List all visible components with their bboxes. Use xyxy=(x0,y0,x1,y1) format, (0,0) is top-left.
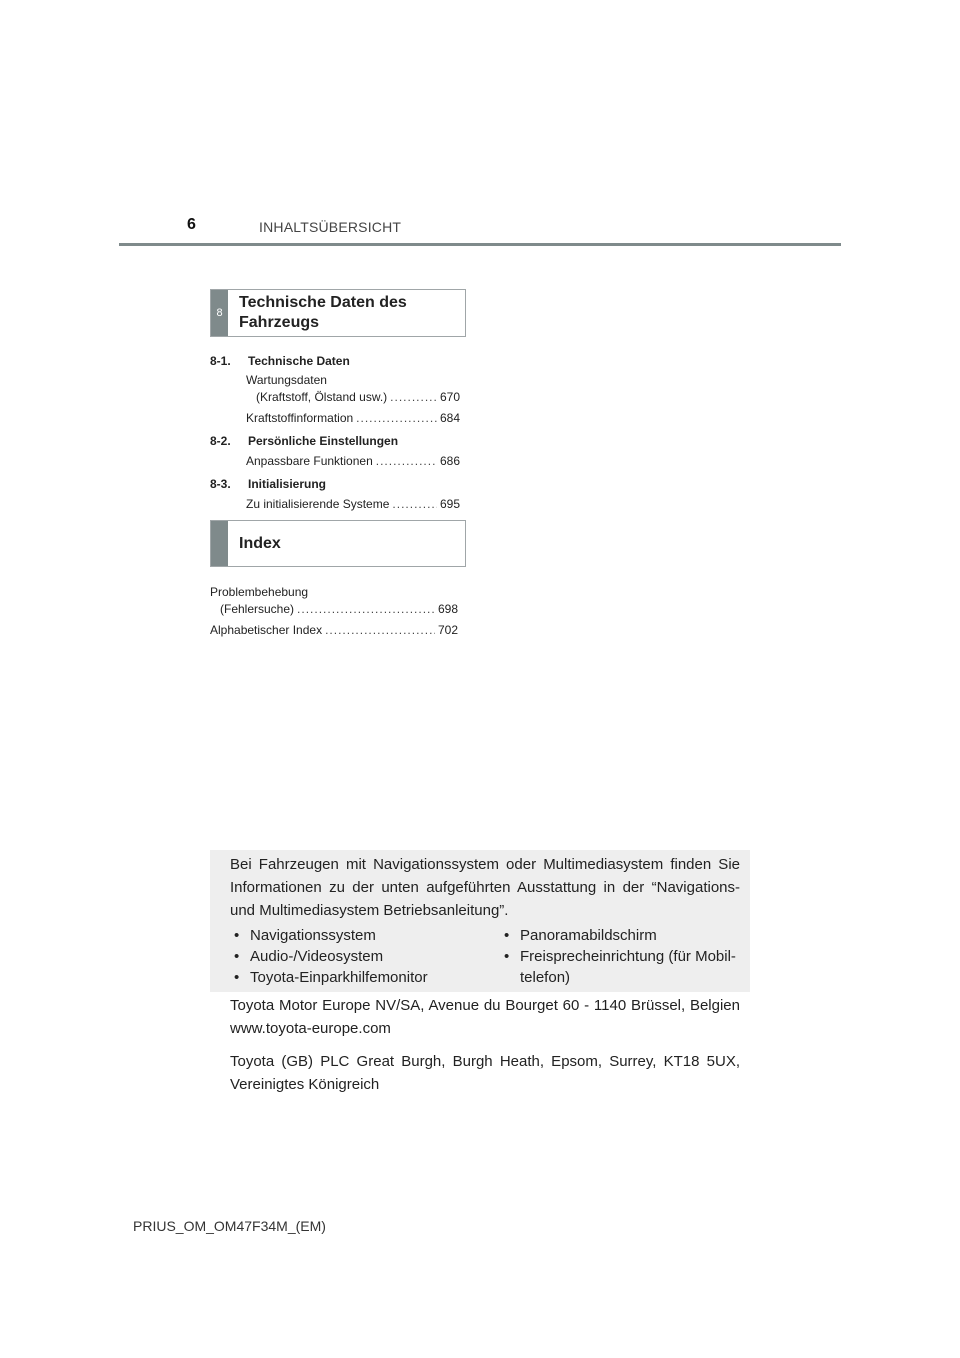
toc-entry-label: Problembehebung xyxy=(210,585,309,599)
index-toc xyxy=(210,584,458,639)
leader-dots xyxy=(325,622,435,639)
footer-document-code: PRIUS_OM_OM47F34M_(EM) xyxy=(133,1218,326,1234)
index-title: Index xyxy=(239,534,281,552)
section-tab-marker: 8 xyxy=(211,290,228,336)
bullet-item: • Panoramabildschirm xyxy=(504,925,742,946)
page-number: 6 xyxy=(187,216,196,233)
toc-page-number: 686 xyxy=(439,454,460,468)
toc-entry[interactable] xyxy=(210,584,458,618)
leader-dots xyxy=(376,453,437,470)
leader-dots xyxy=(392,496,437,513)
chapter-number: 8-3. xyxy=(210,477,231,491)
section-tab-marker xyxy=(211,521,228,566)
chapter-title: Technische Daten xyxy=(248,354,350,368)
toc-page-number: 670 xyxy=(439,390,460,404)
bullet-item: • Toyota-Einparkhilfemonitor xyxy=(234,967,484,988)
leader-dots xyxy=(390,389,437,406)
toc-entry[interactable] xyxy=(210,496,460,513)
header-divider xyxy=(119,243,841,246)
info-text: Bei Fahrzeugen mit Navigationssystem oder Multimediasystem finden Sie Informationen zu der unten aufgeführten Ausstattung in der “Navigations- und Multimediasystem Betriebsanleitung”. xyxy=(230,856,740,919)
bullet-item: • Navigationssystem xyxy=(234,925,484,946)
toc-page-number: 698 xyxy=(437,602,458,616)
toc-entry-label-cont: (Fehlersuche) xyxy=(220,602,295,616)
chapter-heading[interactable] xyxy=(210,352,460,370)
bullet-list-left xyxy=(234,925,484,988)
chapter-title: Initialisierung xyxy=(248,477,327,491)
section-8-heading[interactable] xyxy=(210,289,466,337)
chapter-title: Persönliche Einstellungen xyxy=(248,434,399,448)
bullet-item: • Freisprecheinrichtung (für Mobil-telefon) xyxy=(504,946,742,988)
chapter-heading[interactable] xyxy=(210,432,460,450)
toc-entry-label: Zu initialisierende Systeme xyxy=(246,497,390,511)
toc-entry-label: Anpassbare Funktionen xyxy=(246,454,373,468)
address-toyota-europe: Toyota Motor Europe NV/SA, Avenue du Bourget 60 - 1140 Brüssel, Belgien www.toyota-europe.com xyxy=(230,997,740,1037)
toc-entry[interactable] xyxy=(210,453,460,470)
toc-entry-label: Alphabetischer Index xyxy=(210,623,323,637)
toc-entry[interactable] xyxy=(210,410,460,427)
chapter-number: 8-2. xyxy=(210,434,231,448)
toc-entry-label: Wartungsdaten xyxy=(246,373,327,387)
info-box xyxy=(210,850,750,992)
toc-page-number: 695 xyxy=(439,497,460,511)
chapter-number: 8-1. xyxy=(210,354,231,368)
section-8-title: Technische Daten des Fahrzeugs xyxy=(239,294,407,331)
toc-entry-label: Kraftstoffinformation xyxy=(246,411,354,425)
address-toyota-gb: Toyota (GB) PLC Great Burgh, Burgh Heath, Epsom, Surrey, KT18 5UX, Vereinigtes Königreich xyxy=(230,1053,740,1093)
toc-entry[interactable] xyxy=(210,372,460,406)
toc-entry[interactable] xyxy=(210,622,458,639)
bullet-list-right xyxy=(504,925,742,988)
page-header-title: INHALTSÜBERSICHT xyxy=(259,219,402,235)
toc-page-number: 684 xyxy=(439,411,460,425)
bullet-item: • Audio-/Videosystem xyxy=(234,946,484,967)
chapter-heading[interactable] xyxy=(210,475,460,493)
leader-dots xyxy=(297,601,435,618)
leader-dots xyxy=(356,410,437,427)
toc-page-number: 702 xyxy=(437,623,458,637)
index-heading[interactable] xyxy=(210,520,466,567)
toc-entry-label-cont: (Kraftstoff, Ölstand usw.) xyxy=(256,390,388,404)
section-8-toc xyxy=(210,352,460,513)
